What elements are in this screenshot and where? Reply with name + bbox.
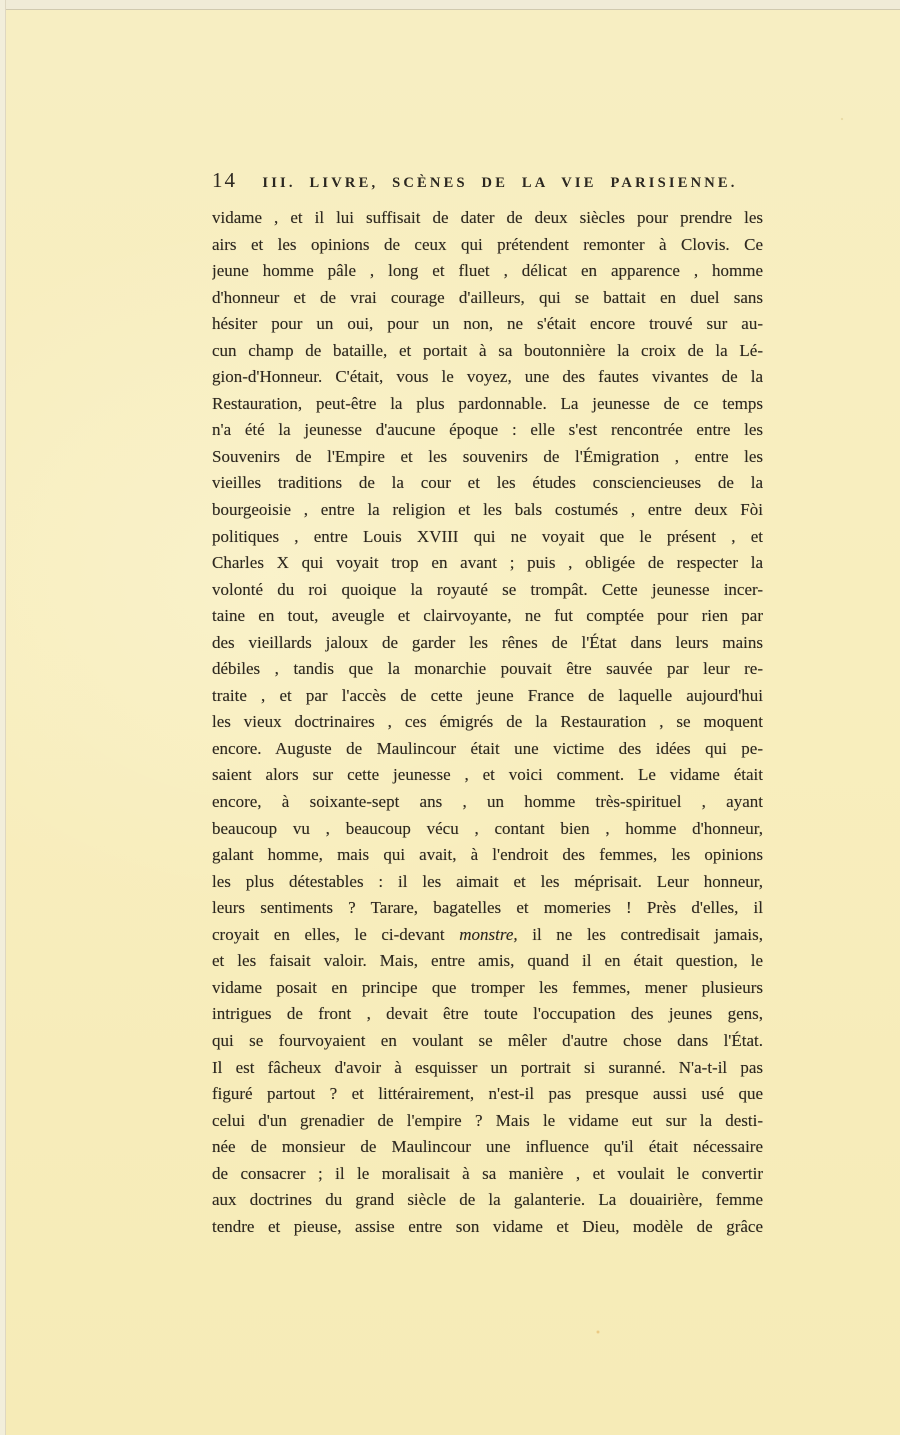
text-line: qui se fourvoyaient en voulant se mêler d'autre chose dans l'État. xyxy=(212,1030,763,1050)
text-line: jeune homme pâle , long et fluet , délicat en apparence , homme xyxy=(212,261,763,281)
book-page xyxy=(212,168,763,1240)
text-line: airs et les opinions de ceux qui prétendent remonter à Clovis. Ce xyxy=(212,234,763,254)
text-line: et les faisait valoir. Mais, entre amis, quand il en était question, le xyxy=(212,951,763,971)
text-line: taine en tout, aveugle et clairvoyante, ne fut comptée pour rien par xyxy=(212,606,763,626)
text-line: vieilles traditions de la cour et les études consciencieuses de la xyxy=(212,473,763,493)
text-line: cun champ de bataille, et portait à sa boutonnière la croix de la Lé- xyxy=(212,340,763,360)
text-line: saient alors sur cette jeunesse , et voici comment. Le vidame était xyxy=(212,765,763,785)
text-line: traite , et par l'accès de cette jeune France de laquelle aujourd'hui xyxy=(212,685,763,705)
text-line: encore. Auguste de Maulincour était une victime des idées qui pe- xyxy=(212,738,763,758)
text-line: intrigues de front , devait être toute l'occupation des jeunes gens, xyxy=(212,1004,763,1024)
text-line: volonté du roi quoique la royauté se trompât. Cette jeunesse incer- xyxy=(212,579,763,599)
text-line: figuré partout ? et littérairement, n'est-il pas presque aussi usé que xyxy=(212,1084,763,1104)
text-line: Il est fâcheux d'avoir à esquisser un portrait si suranné. N'a-t-il pas xyxy=(212,1057,763,1077)
text-line: beaucoup vu , beaucoup vécu , contant bien , homme d'honneur, xyxy=(212,818,763,838)
text-line: née de monsieur de Maulincour une influence qu'il était nécessaire xyxy=(212,1137,763,1157)
text-line: d'honneur et de vrai courage d'ailleurs, qui se battait en duel sans xyxy=(212,287,763,307)
page-header xyxy=(212,168,763,194)
text-line: débiles , tandis que la monarchie pouvait être sauvée par leur re- xyxy=(212,659,763,679)
text-line: les plus détestables : il les aimait et les méprisait. Leur honneur, xyxy=(212,871,763,891)
text-line: vidame , et il lui suffisait de dater de deux siècles pour prendre les xyxy=(212,208,763,227)
text-line: Souvenirs de l'Empire et les souvenirs de l'Émigration , entre les xyxy=(212,446,763,466)
text-line: gion-d'Honneur. C'était, vous le voyez, une des fautes vivantes de la xyxy=(212,367,763,387)
text-line: leurs sentiments ? Tarare, bagatelles et momeries ! Près d'elles, il xyxy=(212,898,763,918)
text-line: vidame posait en principe que tromper les femmes, mener plusieurs xyxy=(212,977,763,997)
text-line: politiques , entre Louis XVIII qui ne voyait que le présent , et xyxy=(212,526,763,546)
text-line: les vieux doctrinaires , ces émigrés de la Restauration , se moquent xyxy=(212,712,763,732)
text-line: celui d'un grenadier de l'empire ? Mais le vidame eut sur la desti- xyxy=(212,1110,763,1130)
text-line: bourgeoisie , entre la religion et les bals costumés , entre deux Fòi xyxy=(212,500,763,520)
page-number: 14 xyxy=(212,168,237,192)
text-line: croyait en elles, le ci-devant monstre, il ne les contredisait jamais, xyxy=(212,924,763,944)
text-line: n'a été la jeunesse d'aucune époque : elle s'est rencontrée entre les xyxy=(212,420,763,440)
text-line: aux doctrines du grand siècle de la galanterie. La douairière, femme xyxy=(212,1190,763,1210)
scan-edge-left xyxy=(0,0,6,1435)
text-line: Restauration, peut-être la plus pardonnable. La jeunesse de ce temps xyxy=(212,393,763,413)
text-block xyxy=(212,205,763,1240)
text-line: hésiter pour un oui, pour un non, ne s'était encore trouvé sur au- xyxy=(212,314,763,334)
text-line: encore, à soixante-sept ans , un homme très-spirituel , ayant xyxy=(212,792,763,812)
text-line: de consacrer ; il le moralisait à sa manière , et voulait le convertir xyxy=(212,1163,763,1183)
running-title: III. LIVRE, SCÈNES DE LA VIE PARISIENNE. xyxy=(262,175,738,191)
text-line: Charles X qui voyait trop en avant ; puis , obligée de respecter la xyxy=(212,553,763,573)
text-line: galant homme, mais qui avait, à l'endroit des femmes, les opinions xyxy=(212,845,763,865)
scan-edge-top xyxy=(0,0,900,10)
text-line: tendre et pieuse, assise entre son vidame et Dieu, modèle de grâce xyxy=(212,1216,763,1236)
text-line: des vieillards jaloux de garder les rênes de l'État dans leurs mains xyxy=(212,632,763,652)
